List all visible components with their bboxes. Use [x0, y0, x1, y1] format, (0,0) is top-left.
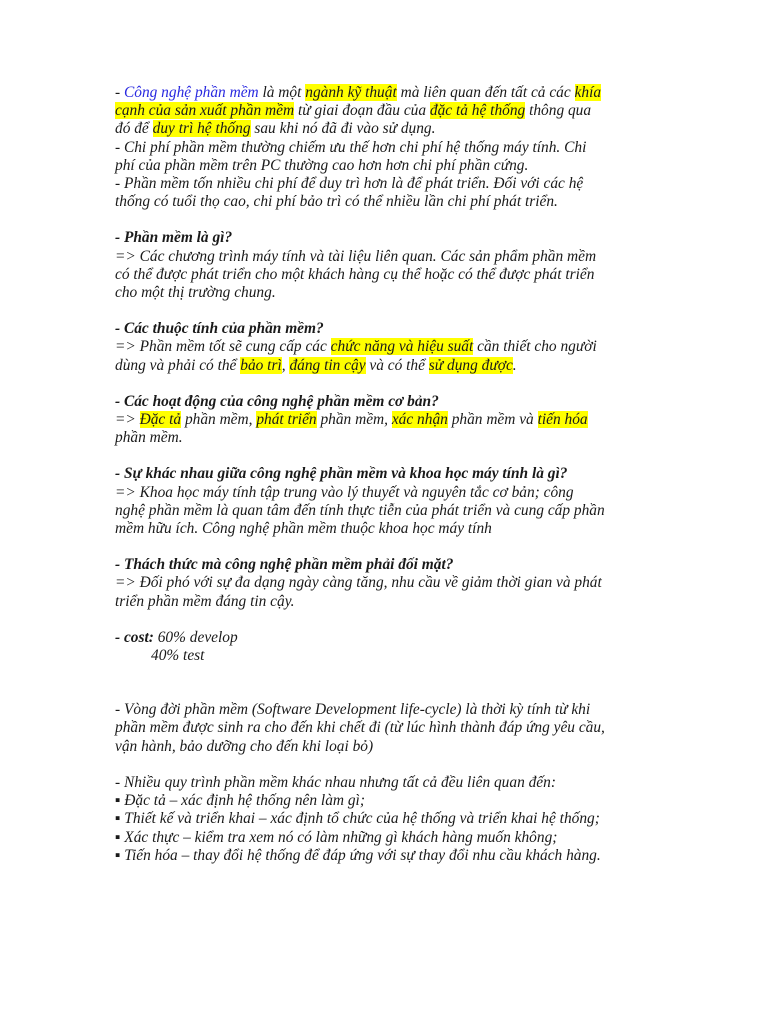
q4-line-2: nghệ phần mềm là quan tâm đến tính thực tiễn của phát triển và cung cấp phần: [115, 501, 605, 519]
highlight-maintainable: bảo trì: [240, 356, 282, 374]
spacer: [115, 611, 655, 629]
q1-line-3: cho một thị trường chung.: [115, 284, 276, 302]
spacer: [115, 665, 655, 701]
q3-line-1: [115, 411, 655, 429]
lifecycle-line-3: vận hành, bảo dưỡng cho đến khi loại bỏ): [115, 737, 374, 755]
spacer: [115, 756, 655, 774]
list-item: ▪ Tiến hóa – thay đổi hệ thống để đáp ứng với sự thay đổi nhu cầu khách hàng.: [115, 846, 601, 864]
spacer: [115, 375, 655, 393]
intro-line-4: - Chi phí phần mềm thường chiếm ưu thế hơn chi phí hệ thống máy tính. Chi: [115, 138, 587, 156]
intro-section: [115, 84, 655, 211]
q1-line-1: => Các chương trình máy tính và tài liệu liên quan. Các sản phẩm phần mềm: [115, 247, 597, 265]
intro-line-1: [115, 84, 655, 102]
cost-develop: 60% develop: [153, 628, 238, 646]
text-run: =>: [115, 411, 140, 429]
term-software-engineering: Công nghệ phần mềm: [123, 84, 259, 101]
text-run: đó để: [115, 120, 153, 138]
highlight-engineering-discipline: ngành kỹ thuật: [305, 84, 397, 101]
q2-section: [115, 320, 655, 375]
highlight-software-production: cạnh của sản xuất phần mềm: [115, 102, 295, 120]
q1-heading: - Phần mềm là gì?: [115, 229, 233, 247]
cost-line-1: [115, 629, 655, 647]
text-run: sau khi nó đã đi vào sử dụng.: [250, 120, 436, 138]
q2-heading: - Các thuộc tính của phần mềm?: [115, 320, 324, 338]
cost-label: - cost:: [115, 628, 154, 646]
q4-line-1: => Khoa học máy tính tập trung vào lý thuyết và nguyên tắc cơ bản; công: [115, 483, 574, 501]
process-section: [115, 774, 655, 865]
q3-heading: - Các hoạt động của công nghệ phần mềm cơ bản?: [115, 392, 439, 410]
text-run: -: [115, 84, 124, 101]
intro-line-7: thống có tuổi thọ cao, chi phí bảo trì có thể nhiều lần chi phí phát triển.: [115, 193, 558, 211]
text-run: cần thiết cho người: [473, 338, 597, 356]
process-intro: - Nhiều quy trình phần mềm khác nhau nhưng tất cả đều liên quan đến:: [115, 773, 556, 791]
lifecycle-line-1: - Vòng đời phần mềm (Software Development life-cycle) là thời kỳ tính từ khi: [115, 701, 591, 719]
q4-section: [115, 465, 655, 538]
text-run: từ giai đoạn đầu của: [294, 102, 430, 120]
text-run: và có thể: [365, 356, 429, 374]
q5-heading: - Thách thức mà công nghệ phần mềm phải đối mặt?: [115, 556, 454, 574]
text-run: mà liên quan đến tất cả các: [396, 84, 575, 101]
intro-line-3: [115, 120, 655, 138]
q5-section: [115, 556, 655, 611]
q5-line-1: => Đối phó với sự đa dạng ngày càng tăng, nhu cầu về giảm thời gian và phát: [115, 574, 602, 592]
text-run: => Phần mềm tốt sẽ cung cấp các: [115, 338, 331, 356]
cost-line-2: 40% test: [151, 647, 205, 665]
text-run: ,: [281, 356, 290, 374]
q3-section: [115, 393, 655, 448]
list-item: ▪ Thiết kế và triển khai – xác định tổ chức của hệ thống và triển khai hệ thống;: [115, 810, 600, 828]
q4-line-3: mềm hữu ích. Công nghệ phần mềm thuộc khoa học máy tính: [115, 520, 492, 538]
spacer: [115, 211, 655, 229]
q5-line-2: triển phần mềm đáng tin cậy.: [115, 592, 295, 610]
highlight-usable: sử dụng được: [428, 356, 513, 374]
highlight-aspects: khía: [574, 84, 602, 101]
document-page: [115, 84, 655, 865]
highlight-development: phát triển: [256, 411, 317, 429]
intro-line-5: phí của phần mềm trên PC thường cao hơn hơn chi phí phần cứng.: [115, 156, 529, 174]
q1-line-2: có thể được phát triển cho một khách hàng cụ thể hoặc có thể được phát triển: [115, 265, 595, 283]
q2-line-1: [115, 338, 655, 356]
spacer: [115, 538, 655, 556]
highlight-system-maintenance: duy trì hệ thống: [152, 120, 251, 138]
list-item: ▪ Đặc tả – xác định hệ thống nên làm gì;: [115, 792, 365, 810]
spacer: [115, 302, 655, 320]
spacer: [115, 447, 655, 465]
q1-section: [115, 229, 655, 302]
highlight-specification: Đặc tả: [139, 411, 182, 429]
q3-line-2: phần mềm.: [115, 429, 183, 447]
list-item: ▪ Xác thực – kiểm tra xem nó có làm những gì khách hàng muốn không;: [115, 828, 558, 846]
q2-line-2: [115, 357, 655, 375]
highlight-function-performance: chức năng và hiệu suất: [330, 338, 474, 356]
text-run: là một: [258, 84, 306, 101]
text-run: phần mềm và: [447, 411, 538, 429]
highlight-system-specification: đặc tả hệ thống: [429, 102, 526, 120]
q4-heading: - Sự khác nhau giữa công nghệ phần mềm và khoa học máy tính là gì?: [115, 465, 568, 483]
text-run: thông qua: [525, 102, 592, 120]
highlight-validation: xác nhận: [391, 411, 448, 429]
lifecycle-line-2: phần mềm được sinh ra cho đến khi chết đi (từ lúc hình thành đáp ứng yêu cầu,: [115, 719, 605, 737]
text-run: phần mềm,: [316, 411, 392, 429]
highlight-evolution: tiến hóa: [537, 411, 588, 429]
cost-section: [115, 629, 655, 665]
text-run: phần mềm,: [181, 411, 257, 429]
highlight-reliable: đáng tin cậy: [289, 356, 366, 374]
text-run: .: [512, 356, 517, 374]
intro-line-6: - Phần mềm tốn nhiều chi phí để duy trì hơn là để phát triển. Đối với các hệ: [115, 175, 584, 193]
text-run: dùng và phải có thể: [115, 356, 241, 374]
intro-line-2: [115, 102, 655, 120]
lifecycle-section: [115, 701, 655, 756]
